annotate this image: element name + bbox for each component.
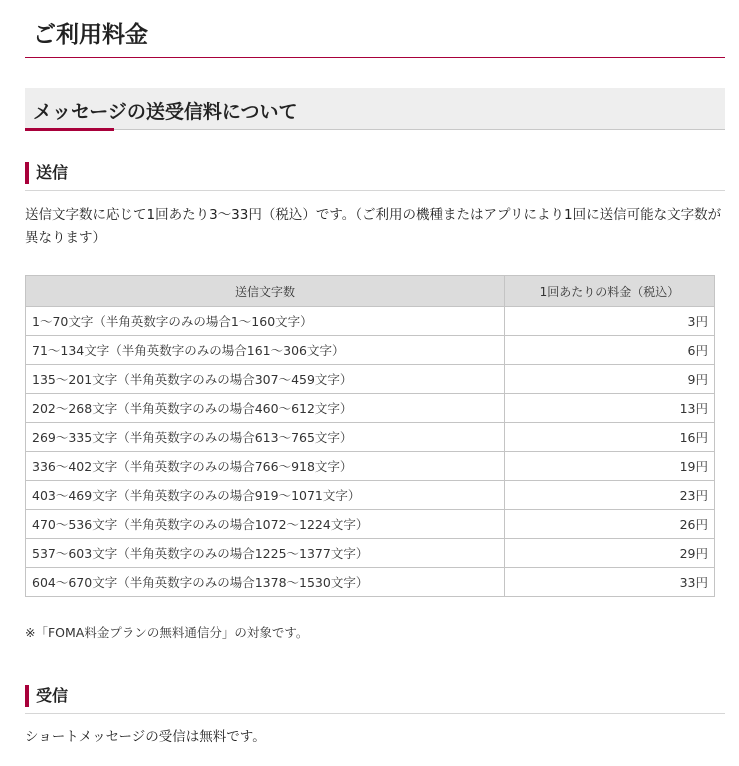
table-row bbox=[26, 365, 715, 394]
char-count-cell: 202～268文字（半角英数字のみの場合460～612文字） bbox=[26, 394, 505, 423]
header-char-count: 送信文字数 bbox=[26, 276, 505, 307]
price-cell: 26円 bbox=[505, 510, 715, 539]
char-count-cell: 604～670文字（半角英数字のみの場合1378～1530文字） bbox=[26, 568, 505, 597]
char-count-cell: 1～70文字（半角英数字のみの場合1～160文字） bbox=[26, 307, 505, 336]
receive-heading-text: 受信 bbox=[36, 686, 69, 705]
price-cell: 3円 bbox=[505, 307, 715, 336]
section-accent-bar bbox=[25, 128, 114, 131]
footnote: ※「FOMA料金プランの無料通信分」の対象です。 bbox=[25, 625, 309, 640]
price-cell: 9円 bbox=[505, 365, 715, 394]
table-row bbox=[26, 568, 715, 597]
send-description: 送信文字数に応じて1回あたり3～33円（税込）です。（ご利用の機種またはアプリにより1回に送信可能な文字数が異なります） bbox=[25, 207, 722, 246]
header-price: 1回あたりの料金（税込） bbox=[505, 276, 715, 307]
receive-description: ショートメッセージの受信は無料です。 bbox=[25, 729, 266, 745]
send-heading bbox=[25, 162, 725, 191]
price-cell: 13円 bbox=[505, 394, 715, 423]
price-cell: 23円 bbox=[505, 481, 715, 510]
table-row bbox=[26, 539, 715, 568]
char-count-cell: 403～469文字（半角英数字のみの場合919～1071文字） bbox=[26, 481, 505, 510]
price-table-header-row bbox=[26, 276, 715, 307]
receive-heading bbox=[25, 685, 725, 714]
send-heading-text: 送信 bbox=[36, 163, 69, 182]
char-count-cell: 269～335文字（半角英数字のみの場合613～765文字） bbox=[26, 423, 505, 452]
price-cell: 29円 bbox=[505, 539, 715, 568]
title-divider bbox=[25, 57, 725, 58]
price-cell: 16円 bbox=[505, 423, 715, 452]
table-row bbox=[26, 452, 715, 481]
heading-accent-bar bbox=[25, 685, 29, 707]
price-table bbox=[25, 275, 715, 597]
table-row bbox=[26, 394, 715, 423]
section-title: メッセージの送受信料について bbox=[33, 101, 298, 123]
table-row bbox=[26, 481, 715, 510]
table-row bbox=[26, 510, 715, 539]
price-cell: 33円 bbox=[505, 568, 715, 597]
page-title: ご利用料金 bbox=[33, 22, 148, 48]
table-row bbox=[26, 423, 715, 452]
table-row bbox=[26, 307, 715, 336]
char-count-cell: 71～134文字（半角英数字のみの場合161～306文字） bbox=[26, 336, 505, 365]
char-count-cell: 336～402文字（半角英数字のみの場合766～918文字） bbox=[26, 452, 505, 481]
heading-accent-bar bbox=[25, 162, 29, 184]
content-area bbox=[25, 0, 725, 749]
char-count-cell: 537～603文字（半角英数字のみの場合1225～1377文字） bbox=[26, 539, 505, 568]
table-row bbox=[26, 336, 715, 365]
char-count-cell: 470～536文字（半角英数字のみの場合1072～1224文字） bbox=[26, 510, 505, 539]
price-cell: 6円 bbox=[505, 336, 715, 365]
section-header bbox=[25, 88, 725, 130]
char-count-cell: 135～201文字（半角英数字のみの場合307～459文字） bbox=[26, 365, 505, 394]
price-cell: 19円 bbox=[505, 452, 715, 481]
